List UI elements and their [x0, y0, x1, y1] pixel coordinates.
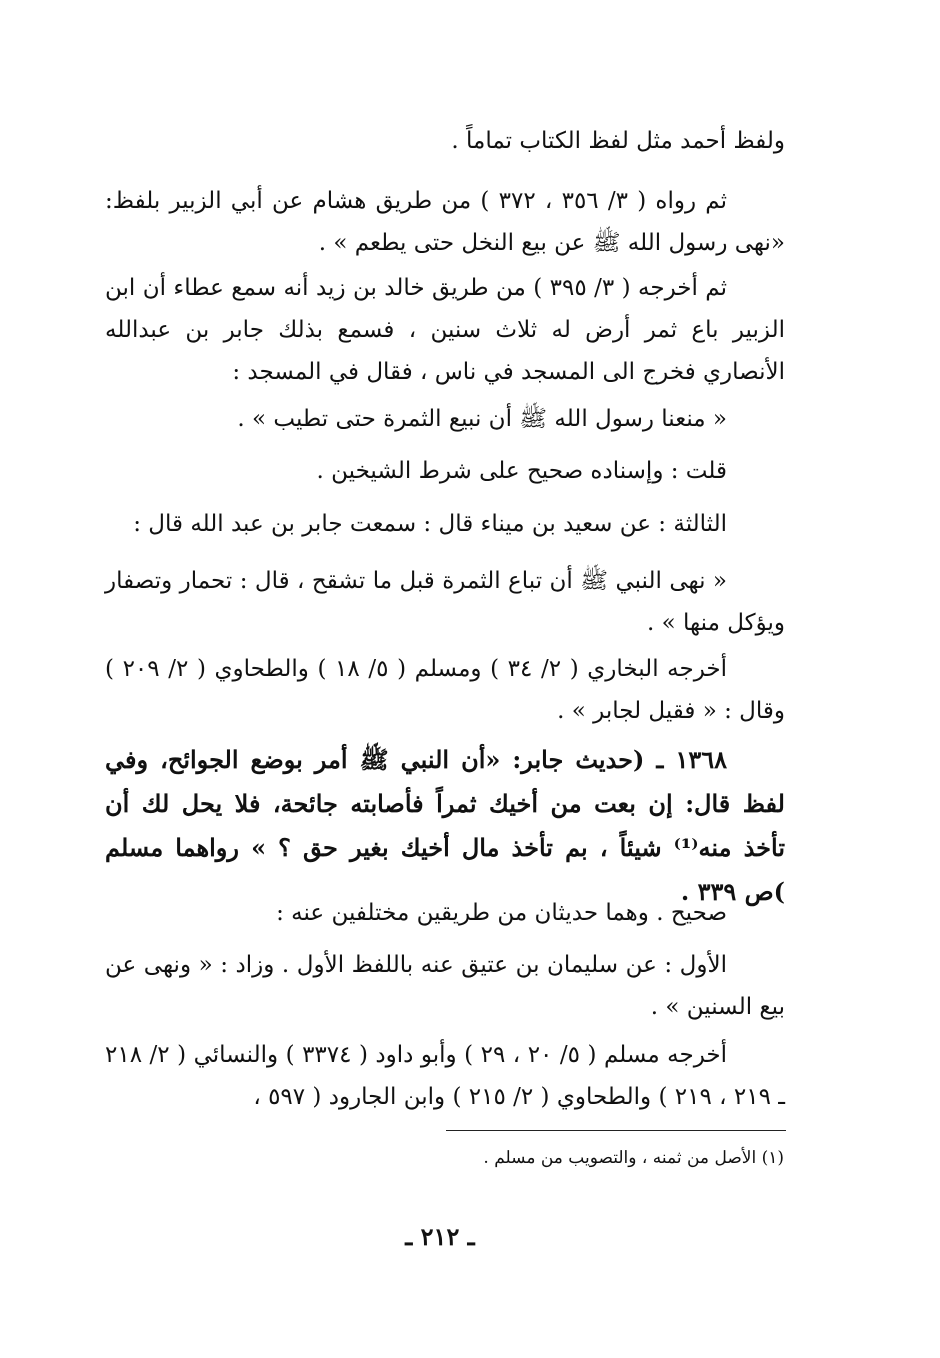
hadith-1368-heading: ١٣٦٨ ـ (حديث جابر: «أن النبي ﷺ أمر بوضع الجوائح، وفي لفظ قال: إن بعت من أخيك ثمراً فأصابته جائحة، فلا يحل لك أن تأخذ منه⁽¹⁾ شيئاً ، بم تأخذ مال أخيك بغير حق ؟ » رواهما مسلم )ص ٣٣٩ .: [105, 745, 785, 906]
footnote: (١) الأصل من ثمنه ، والتصويب من مسلم .: [483, 1148, 784, 1168]
paragraph-khalid-route: ثم أخرجه ( ٣/ ٣٩٥ ) من طريق خالد بن زيد أنه سمع عطاء أن ابن الزبير باع ثمر أرض له ثلاث سنين ، فسمع بذلك جابر بن عبدالله الأنصاري فخرج الى المسجد في ناس ، فقال في المسجد :: [105, 275, 785, 385]
paragraph-sahih-verdict: صحيح . وهما حديثان من طريقين مختلفين عنه :: [276, 900, 727, 926]
paragraph-bukhari-citation: أخرجه البخاري ( ٢/ ٣٤ ) ومسلم ( ٥/ ١٨ ) والطحاوي ( ٢/ ٢٠٩ ) وقال : « فقيل لجابر » .: [105, 656, 785, 724]
paragraph-hisham-route: ثم رواه ( ٣/ ٣٥٦ ، ٣٧٢ ) من طريق هشام عن أبي الزبير بلفظ: «نهى رسول الله ﷺ عن بيع النخل حتى يطعم » .: [105, 188, 785, 256]
paragraph-first-route: الأول : عن سليمان بن عتيق عنه باللفظ الأول . وزاد : « ونهى عن بيع السنين » .: [105, 952, 785, 1020]
paragraph-third-route: الثالثة : عن سعيد بن ميناء قال : سمعت جابر بن عبد الله قال :: [133, 511, 727, 537]
page-number: ـ ٢١٢ ـ: [405, 1222, 475, 1251]
paragraph-isnad-note: قلت : وإسناده صحيح على شرط الشيخين .: [316, 458, 727, 484]
paragraph-muslim-citation: أخرجه مسلم ( ٥/ ٢٠ ، ٢٩ ) وأبو داود ( ٣٣٧٤ ) والنسائي ( ٢/ ٢١٨ ـ ٢١٩ ، ٢١٩ ) والطحاوي ( ٢/ ٢١٥ ) وابن الجارود ( ٥٩٧ ،: [105, 1042, 785, 1110]
paragraph-hadith-quote-1: « منعنا رسول الله ﷺ أن نبيع الثمرة حتى تطيب » .: [237, 406, 727, 432]
footnote-divider: [446, 1130, 786, 1131]
paragraph-ahmad-wording: ولفظ أحمد مثل لفظ الكتاب تماماً .: [451, 128, 785, 154]
paragraph-hadith-quote-2: « نهى النبي ﷺ أن تباع الثمرة قبل ما تشقح ، قال : تحمار وتصفار ويؤكل منها » .: [105, 568, 785, 636]
